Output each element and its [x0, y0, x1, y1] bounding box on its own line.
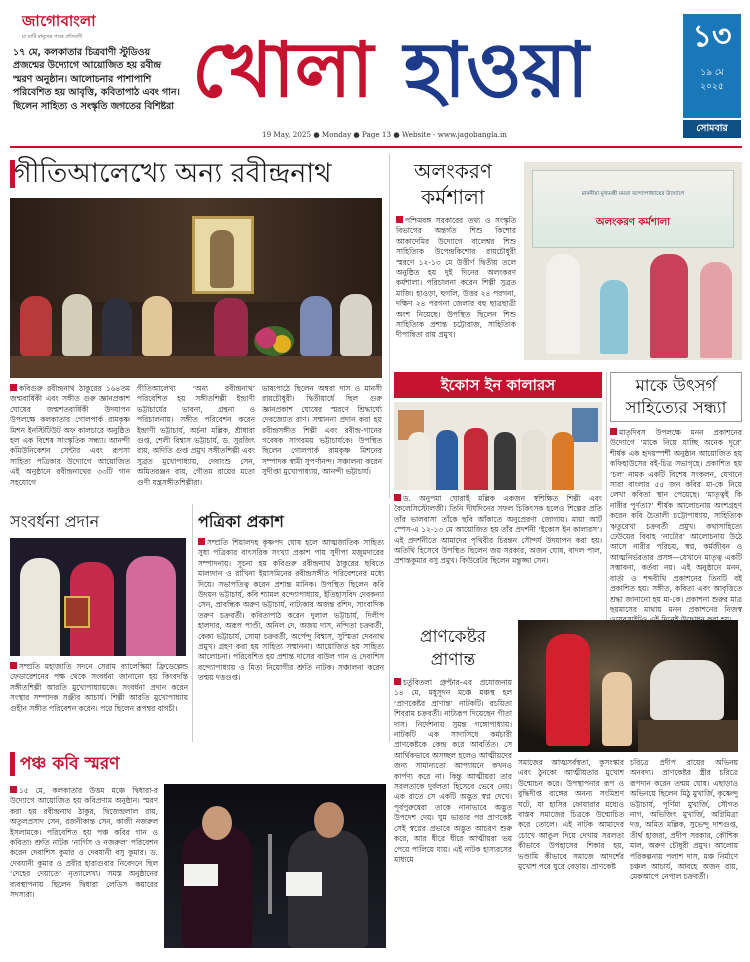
- person-man: [20, 558, 60, 656]
- masthead: [0, 0, 750, 148]
- brand-name: জাগোবাংলা: [22, 12, 96, 30]
- stage-bed: [638, 720, 738, 752]
- echoes-photo: [394, 402, 602, 490]
- guest-1: [408, 432, 430, 490]
- guest-2: [436, 430, 458, 490]
- headline-marker: [10, 752, 15, 776]
- person-guest: [126, 556, 176, 656]
- singer-6: [300, 296, 332, 356]
- guest-6: [552, 432, 574, 490]
- banner-text: মাননীয়া মুখ্যমন্ত্রী মমতা বন্দ্যোপাধ্যায়ের উদ্যোগে: [581, 191, 685, 197]
- singer-5: [214, 298, 248, 356]
- echoes-body-text: ড. অনুপমা ঘোরাই মল্লিক একজন স্বশিক্ষিত শিল্পী এবং কৈলেসিস্টোলজী। তিনি দীর্ঘদিনের সফল চিকিৎসক হলেও শিল্পের প্রতি তাঁর ভালবাসা তাঁকে ছবি আঁকাতে অনুপ্রেরণা জোগায়। মায়া আর্ট স্পেস-এ ১২-১৩ মে আয়োজিত হয় তাঁর প্রদর্শনী ‘ইকোস ইন কালারস’। এই প্রদর্শনীতে আমাদের পৃথিবীর চিরন্তন সৌন্দর্য উদযাপন করা হয়। অতিথি হিসেবে উপস্থিত ছিলেন জয় সরকার, অজন ঘোষ, বাদল পাল, প্রশান্তকুমার বসু প্রমুখ। কিউরেটর ছিলেন মন্তুজ্জা সেন।: [394, 494, 602, 566]
- felicitation-story: [10, 506, 188, 742]
- section-title-part2: হাওয়া: [403, 25, 589, 114]
- drop-bullet-icon: [610, 428, 617, 435]
- mother-body: [610, 428, 742, 626]
- memento: [64, 596, 90, 628]
- drop-bullet-icon: [396, 216, 403, 223]
- lead-col-2: গীতিআলেখ্য ‘অন্য রবীন্দ্রনাথ’ পরিবেশিত হয় সঙ্গীতশিল্পী ইন্দ্রাণী ভট্টাচার্যের ভাবনা, গ্রন্থনা ও পরিচালনায়। সঙ্গীত পরিবেশন করেন ইন্দ্রাণী ভট্টাচার্য, অর্চনা মল্লিক, শ্রীধারা গুপ্ত, শেলী বিশ্বাস ভট্টাচার্য, ড. সুরজিৎ রায়, অদিতি গুপ্ত প্রমুখ সঙ্গীতশিল্পী এবং সুব্রত মুখোপাধ্যায়, দেবাংশু সেন, অমিতরঞ্জন রায়, গৌতম রায়ের মতো গুণী যন্ত্রসঙ্গীতশিল্পীরা।: [137, 384, 255, 487]
- drop-bullet-icon: [198, 538, 205, 545]
- banner-title: অলংকরণ কর্মশালা: [595, 217, 671, 228]
- drop-bullet-icon: [10, 786, 17, 793]
- play-story: [394, 620, 742, 950]
- magazine-body: [198, 538, 384, 684]
- page-date: ১৯ মে ২০২৫: [700, 68, 724, 92]
- workshop-body-text: পশ্চিমবঙ্গ সরকারের তথ্য ও সংস্কৃতি বিভাগের অন্তর্গত শিশু কিশোর আকাদেমির উদ্যোগে বালেশ্বর শিশু সাহিত্যিক উপেন্দ্রকিশোর রায়চৌধুরী স্মরণে ১২-১৩ মে উত্তীর্ণ দ্বিতীয় তলে অনুষ্ঠিত হয় দুই দিনের অলংকরণ কর্মশালা। পরিচালনা করেন শিল্পী সুব্রত মাজি। হাওড়া, হুগলি, উত্তর ২৪ পরগনা, দক্ষিণ ২৪ পরগনা জেলার বহু ছাত্রছাত্রী অংশ নিয়েছে। উপস্থিত ছিলেন শিশু সাহিত্যিক প্রশান্ত চট্টোরাজ, সাহিত্যিক দীপান্বিতা রায় প্রমুখ।: [396, 216, 516, 340]
- poets-photo: [164, 784, 386, 948]
- column-divider: [389, 504, 390, 742]
- poets-story: [10, 746, 388, 952]
- singer-4: [142, 296, 172, 356]
- brand-tagline: মা মাটি মানুষের পক্ষে প্রতিবাদী: [22, 34, 83, 40]
- play-col-3: চরিত্রে প্রদীপ রায়ের অভিনয় অনবদ্য। প্রাণকেষ্টর স্ত্রীর চরিত্রে রূপদান করেন তন্ময় ঘোষ। এছাড়াও অভিনয়ে ছিলেন মিঠু মুখার্জি, কৃষ্ণেন্দু ভট্টাচার্য, পূর্ণিমা মুখার্জি, সৌগত নাগ, অভিজিৎ মুখার্জি, অগ্নিমিত্রা দত্ত, অমিত মল্লিক, সুভেন্দু দাশগুপ্ত, তীর্থ হাজরা, প্রদীপ সরকার, কৌশিক মাল, অরুণ চৌধুরী প্রমুখ। আলোয় পরিকল্পনায় পলাশ দাস, মঞ্চ নির্মাণে চঞ্চল আচার্য, আবহে অজন রায়, মেকআপে নেপাল চক্রবর্তী।: [630, 758, 738, 882]
- microphone: [268, 834, 272, 914]
- masthead-intro: ১৭ মে, কলকাতার চিত্রবাণী স্টুডিওয় প্রজন্মের উদ্যোগে আয়োজিত হয় রবীন্দ্র স্মরণ অনুষ্ঠান। আলোচনার পাশাপাশি পরিবেশিত হয় আবৃত্তি, কবিতাপাঠ এবং গান। ছিলেন সাহিত্য ও সংস্কৃতি জগতের বিশিষ্টরা: [13, 47, 180, 112]
- person-far-right: [700, 262, 732, 358]
- script-paper: [184, 864, 218, 886]
- guest-5: [522, 430, 546, 490]
- masthead-rule: [10, 146, 742, 148]
- play-col-1-text: চর্তুবিতলা গ্রুপ্টার-এর প্রযোজনায় ১৪ মে, মধুসূদন মঞ্চে মঞ্চস্থ হল ‘প্রাণকেষ্টর প্রাণান্ত’ নাটকটি। রচয়িতা শিবরাম চক্রবর্তী। নাট্যরূপ দিয়েছেন গীতা দাস। নির্দেশনায় সুমন্ত গঙ্গোপাধ্যায়। নাটকটি এক সাদাসিধে কর্মচারী প্রাণকেষ্টকে কেন্দ্র করে আবর্তিত। সে আর্থিকভাবে অসচ্ছল হলেও আত্মীয়দের জন্য সামান্যতো আপ্যায়নে কখনও কার্পণ্য করে না। কিন্তু আত্মীয়রা তার সরলতাকে দুর্বলতা হিসেবে ভেবে নেয়। এক রাতে সে একটি অদ্ভুত স্বপ্ন দেখে। পূর্বপুরুষেরা তাকে নানাভাবে অদ্ভুত উপদেশ দেয়। ঘুম ভাঙার পর প্রাণকেষ্ট সেই স্বপ্নের প্রভাবে অদ্ভুত আচরণ শুরু করে, আর ধীরে ধীরে আত্মীয়রা ভয় পেয়ে পালিয়ে যায়। এই নাটক হাস্যরসের মাধ্যমে: [394, 678, 512, 864]
- actor-woman: [546, 634, 590, 746]
- flowers: [254, 326, 294, 356]
- person-child: [600, 280, 628, 354]
- singer-3: [102, 298, 132, 356]
- singer-7: [340, 294, 372, 356]
- echoes-headline-box: [394, 372, 602, 398]
- person-right: [650, 254, 688, 358]
- actor-man: [650, 660, 724, 720]
- echoes-headline: ইকোস ইন কালারস: [440, 376, 556, 394]
- felicitation-body-text: সম্প্রতি মহাজাতি সদনে সেরাম ব্যালেস্কিয়া ফ্রিডেল্পেন্ড ফেডারেশনের পক্ষ থেকে সংবর্ধনা জানানো হয় কিংবদন্তি সঙ্গীতশিল্পী আরতি মুখোপাধ্যায়কে। সংবর্ধনা প্রদান করেন সংস্থার সম্পাদক সঞ্জীব আচার্য। শিল্পী আরতি মুখোপাধ্যায় গুহীন সঙ্গীত পরিবেশন করেন। পরে ছিলেন রূপম্বর বাগচী।: [10, 662, 188, 713]
- dateline: 19 May, 2025 ● Monday ● Page 13 ● Website - www.jagobangla.in: [262, 130, 507, 139]
- echoes-body: [394, 494, 602, 567]
- poets-body: [10, 786, 158, 900]
- performer-man-face: [314, 802, 344, 838]
- workshop-story: [394, 154, 742, 368]
- play-col-1: [394, 678, 512, 865]
- drop-bullet-icon: [10, 384, 17, 391]
- painting-2: [572, 408, 598, 442]
- page-day: সোমবার: [683, 120, 741, 138]
- page-number-box: [683, 14, 741, 118]
- mother-body-text: মাতৃদিবস উপলক্ষে মনন প্রকাশনের উদ্যোগে ‘মাকে নিয়ে যাচ্ছি অনেক দূরে’ শীর্ষক এক হৃদয়স্পর্শী অনুষ্ঠান আয়োজিত হয় কফিহাউসের বই-চিত্র সভাগৃহে। প্রকাশিত হয় ‘চল’ নামক একটি বিশেষ সংকলন, যেখানে সারা বাংলার ৫৫ জন কবির মা-কে নিয়ে লেখা কবিতা স্থান পেয়েছে। ‘মাতৃত্বই কি নারীর পূর্ণতা?’ শীর্ষক আলোচনায় অংশগ্রহণ করেন কবি চৈতালী চট্টোপাধ্যায়, সাহিত্যিক ঋতুরেখা চক্রবর্তী প্রমুখ। কথাসাহিত্যে ঢেউয়ের বিবাহ ‘নাটোর’ আলোচনায় উঠে আসে নারীর পরিচয়, স্বপ্ন, কর্মজীবন ও আত্মনির্ভরতার প্রসঙ্গ—যেখানে মাতৃত্ব একটি সম্ভাবনা, কর্তব্য নয়। এই অনুষ্ঠানে মনন, বার্তা ও শব্দবীথি প্রকাশনের তিনটি বই প্রকাশিত হয়। সঙ্গীত, কবিতা এবং আবৃত্তিতে শ্রদ্ধা জানানো হয় মা-কে। প্রকাশনা শুরুর মাত্র ছয়মাসের মাথায় মনন প্রকাশনের নিজস্ব: [610, 428, 742, 614]
- lead-story: [10, 152, 385, 494]
- drop-bullet-icon: [394, 494, 401, 501]
- drop-bullet-icon: [394, 678, 401, 685]
- play-col-2: সমাজের আত্মসর্বস্বতা, কুসংস্কার এবং ঠুনকো আত্মীয়তার মুখোশ উন্মোচন করে। উপস্থাপনার রূপ ও বুদ্ধিদীপ্ত ব্যঙ্গের অনন্য সংমিশ্রণ ঘটে, যা হাসির ফোয়ারার মধ্যেও বাস্তব সমাজের চিত্রকে উন্মোচিত করে তোলে। এই নাটক আমাদের চোখে আঙুল দিয়ে দেখায় সরলতা কীভাবে উপহাসের শিকার হয়, ভণ্ডামি কীভাবে সমাজে আদর্শের মুখোশ পরে ঘুরে বেড়ায়। প্রাণকেষ্ট: [518, 758, 624, 872]
- play-photo: [518, 620, 738, 752]
- lead-col-1: [10, 384, 130, 488]
- mother-headline: মাকে উৎসর্গ সাহিত্যের সন্ধ্যা: [610, 372, 742, 422]
- singer-2: [62, 294, 92, 356]
- person-left: [546, 254, 580, 354]
- brand-logo: [22, 10, 132, 42]
- felicitation-photo: [10, 538, 186, 656]
- script-paper-2: [286, 872, 322, 896]
- performer-woman-face: [202, 806, 232, 840]
- lead-headline: গীতিআলেখ্যে অন্য রবীন্দ্রনাথ: [14, 158, 332, 189]
- actor-child: [602, 672, 632, 746]
- column-divider: [192, 504, 193, 742]
- page-number: ১৩: [692, 19, 732, 54]
- lead-photo: [10, 198, 382, 378]
- lead-col-1-text: কবিগুরু রবীন্দ্রনাথ ঠাকুরের ১৬৪তম জন্মবার্ষিকী এবং সঙ্গীত গুরু জ্ঞানপ্রকাশ ঘোষের জন্মশতবার্ষিকী উদযাপন উপলক্ষে কলকাতার গোলপার্ক রামকৃষ্ণ মিশন ইনস্টিটিউট অফ কালচারে অনুষ্ঠিত হল এক বিশেষ সাংস্কৃতিক সন্ধ্যা। আনন্দী কমিউনিকেশন সেন্টার এবং রূপসা সাহিত্য পত্রিকার উদ্যোগে আয়োজিত এই অনুষ্ঠানে রবীন্দ্রনাথের ৩৩টি গান সহযোগে: [10, 384, 130, 487]
- performer-woman: [182, 824, 252, 948]
- magazine-headline: পত্রিকা প্রকাশ: [198, 512, 284, 531]
- play-headline: প্রাণকেষ্টর প্রাণান্ত: [419, 627, 487, 670]
- workshop-body: [396, 216, 516, 341]
- section-title: [192, 22, 662, 122]
- stage-floor: [10, 356, 382, 378]
- section-title-part1: খোলা: [192, 25, 374, 114]
- poets-headline: পঞ্চ কবি স্মরণ: [20, 754, 120, 774]
- drop-bullet-icon: [10, 662, 17, 669]
- felicitation-headline: সংবর্ধনা প্রদান: [10, 512, 100, 531]
- column-divider: [389, 154, 390, 498]
- workshop-headline: অলংকরণ কর্মশালা: [414, 159, 492, 209]
- echoes-story: [394, 372, 604, 492]
- workshop-photo: [524, 162, 742, 360]
- singer-1: [20, 296, 52, 356]
- magazine-body-text: সম্প্রতি শিয়ালদহ কৃষ্ণপদ ঘোষ হলে আত্মজাতিক সাহিত্য সুধা পত্রিকার বাৎসরিক সংখ্যা প্রকাশ পায় সুদীপা মজুমদারের সম্পাদনায়। সূচনা হয় কবিগুরু রবীন্দ্রনাথ ঠাকুরের ছবিতে মাল্যদান ও রাখিনা ইয়াসমিনের রবীন্দ্রসঙ্গীত পরিবেশনের মধ্যে দিয়ে। সভাপতিত্ব করেন প্রশান্ত মানিক। উপস্থিত ছিলেন কবি উদয়ন ভট্টাচার্য, কবি শ্যামল বন্দ্যোপাধ্যায়, ইতিহাসবিদ দেবকন্যা সেন, প্রাবন্ধিক অরুণ ভট্টাচার্য, নাট্যকার অজন্ত রশিদ, সাংবাদিক তরুণ চক্রবর্তী। কবিতাপাঠ করেন দুলাল ভট্টাচার্য, দিলীপ হালদার, অরূপ পাণ্ডী, অনিল দে, অজয় দাস, নন্দিতা চক্রবর্তী, কেকা ভট্টাচার্য, সোমা চক্রবর্তী, অর্পেন্দু বিশ্বাস, সুস্মিতা দেবনাথ প্রমুখ। গ্রহণ করা হয় সাহিত্য সম্মাননা। আয়োজিত হয় সাহিত্য আলোচনা। পরিবেশিত হয় প্রশান্ত দাসের বাউল গান ও দেবাশিস বন্দ্যোপাধ্যায় ও মিতা নিয়োগীর শ্রুতি নাটক। সঞ্চালনা করেন তন্ময় দত্তগুপ্ত।: [198, 538, 384, 683]
- guest-4: [494, 432, 516, 490]
- guest-3: [464, 428, 488, 490]
- workshop-banner: [532, 170, 734, 248]
- felicitation-body: [10, 662, 188, 714]
- poets-body-text: ১৫ মে, কলকাতার উত্তম মঞ্চে দ্বিধারা-র উদ্যোগে আয়োজিত হয় কবিপ্রণাম অনুষ্ঠান। স্মরণ করা হয় রবীন্দ্রনাথ ঠাকুর, দ্বিজেন্দ্রলাল রায়, অতুলপ্রসাদ সেন, রজনীকান্ত সেন, কাজী নজরুল ইসলামকে। পরিবেশিত হয় পঞ্চ কবির গান ও কবিতা। শ্রুতি নাটক ‘নার্গিস ও নজরুল’ পরিবেশন করেন দেবাশিস কুমার ও দেবযানী বসু কুমার। ড. দেবযানী কুমার ও প্রবীর হারাগুবার নিবেদনে ছিল ‘দেহের দেয়াতে’ নৃত্যালেখ্য। সমস্ত অনুষ্ঠানের ব্যবস্থাপনায় ছিলেন দ্বিধারা লেডিস কয়ারের সদস্যরা।: [10, 786, 158, 900]
- lead-col-3: ভাষ্যপাঠে ছিলেন অম্বরা দাস ও মানসী রায়চৌধুরী। দ্বিতীয়ার্ধে ছিল গুরু জ্ঞানপ্রকাশ ঘোষের স্মরণে শ্রিদ্ধার্ঘ্যে দেবজ্যোত রাণ। সম্মাননা প্রদান করা হয় রবীন্দ্রসঙ্গীত শিল্পী এবং রবীন্দ্র-গানের গবেষক সাগরময় ভট্টাচার্যকে। উপস্থিত ছিলেন গোলপার্ক রামকৃষ্ণ মিশনের সম্পাদক স্বামী সুপর্ণানন্দ। সঞ্চালনা করেন সুদীপ্তা মুখোপাধ্যায়, আনন্দী ভট্টাচার্য।: [262, 384, 382, 477]
- portrait-figure: [210, 230, 234, 288]
- magazine-story: [198, 506, 386, 742]
